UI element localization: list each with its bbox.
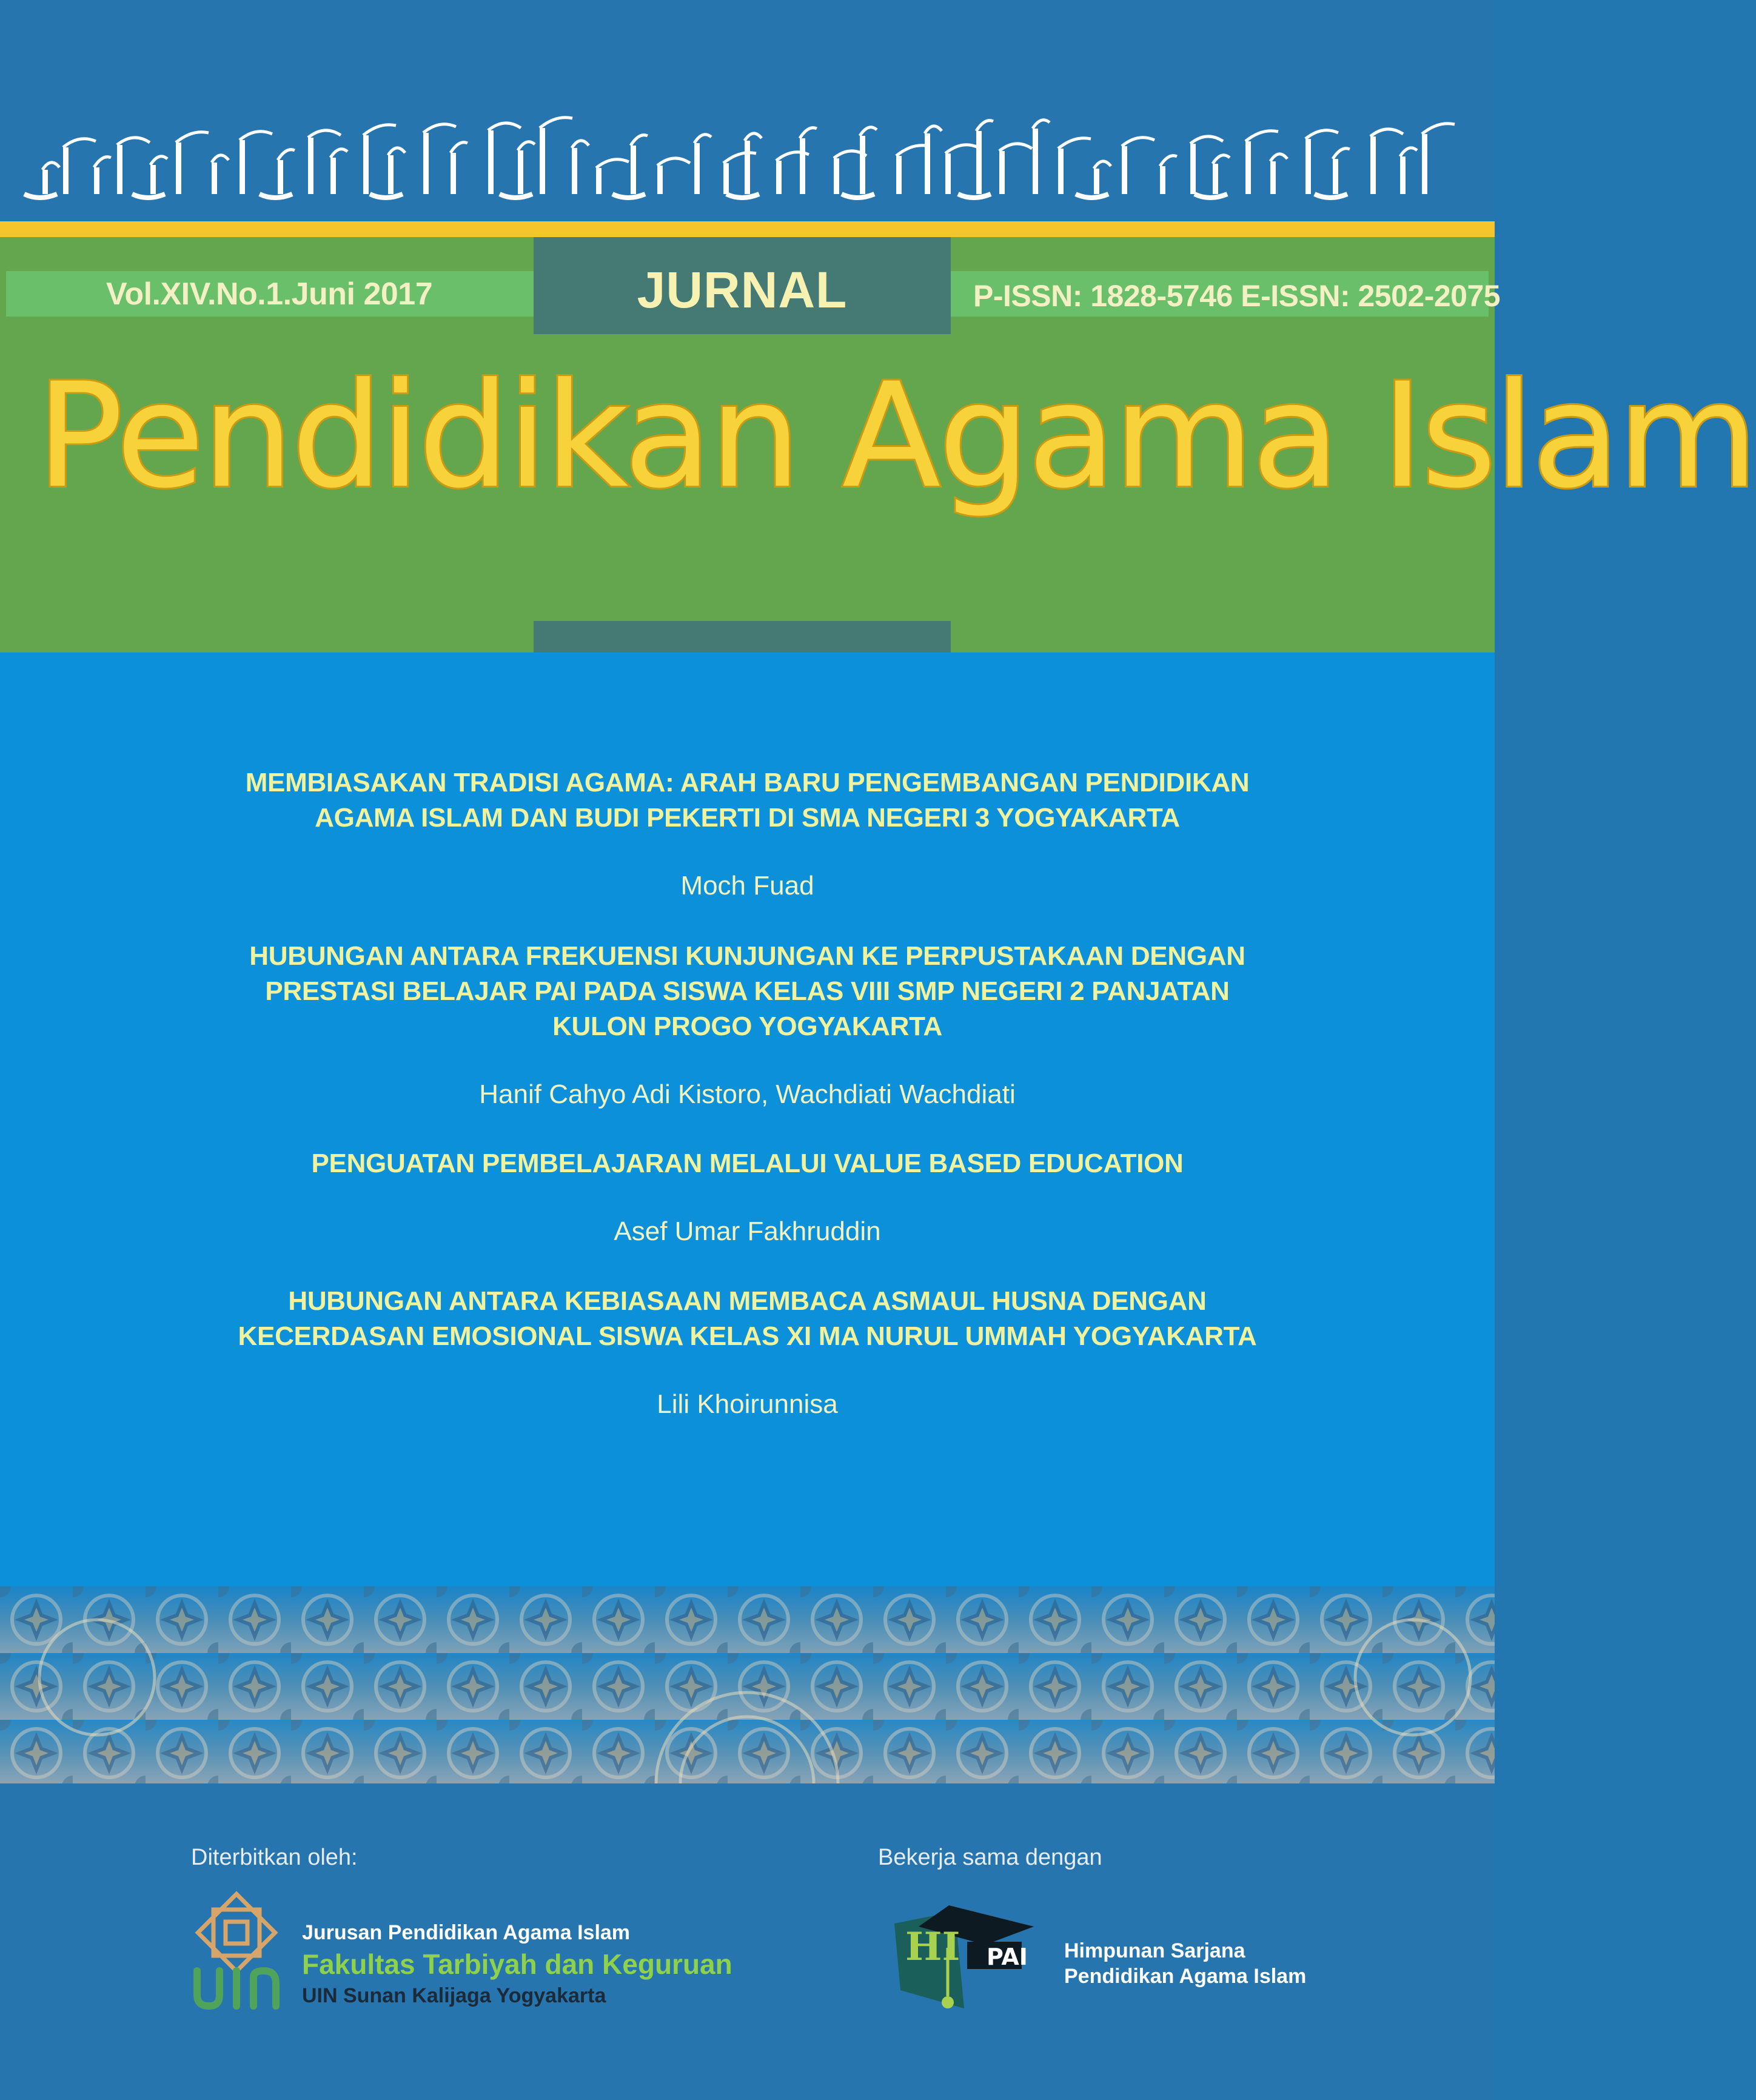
calligraphy-stroke — [596, 168, 602, 194]
calligraphy-flourish — [488, 123, 521, 130]
calligraphy-stroke — [723, 163, 729, 194]
calligraphy-flourish — [1190, 136, 1223, 144]
calligraphy-stroke — [308, 138, 313, 194]
publisher-department: Jurusan Pendidikan Agama Islam — [302, 1921, 631, 1944]
article-title-line: KECERDASAN EMOSIONAL SISWA KELAS XI MA NURUL UMMAH YOGYAKARTA — [238, 1321, 1257, 1351]
calligraphy-flourish — [330, 149, 347, 158]
calligraphy-flourish — [945, 145, 978, 153]
calligraphy-flourish — [63, 139, 96, 147]
calligraphy-baseline — [1195, 194, 1227, 198]
calligraphy-baseline — [370, 194, 403, 198]
article-title-line: HUBUNGAN ANTARA KEBIASAAN MEMBACA ASMAUL HUSNA DENGAN — [288, 1286, 1207, 1316]
calligraphy-flourish — [999, 144, 1032, 151]
calligraphy-stroke — [540, 128, 545, 194]
jurnal-label: JURNAL — [637, 261, 848, 318]
teal-tab — [534, 621, 951, 652]
calligraphy-flourish — [518, 142, 535, 150]
calligraphy-flourish — [1033, 120, 1050, 129]
calligraphy-stroke — [388, 155, 394, 194]
calligraphy-stroke — [925, 133, 930, 194]
calligraphy-flourish — [657, 158, 690, 166]
calligraphy-flourish — [176, 132, 209, 143]
partner-name-line2: Pendidikan Agama Islam — [1064, 1965, 1307, 1988]
calligraphy-flourish — [94, 157, 111, 167]
calligraphy-flourish — [451, 143, 467, 153]
calligraphy-flourish — [596, 159, 629, 168]
article-author: Hanif Cahyo Adi Kistoro, Wachdiati Wachdiati — [479, 1079, 1016, 1109]
gold-stripe — [0, 221, 1495, 237]
calligraphy-stroke — [1270, 161, 1276, 194]
partner-name-line1: Himpunan Sarjana — [1064, 1939, 1245, 1962]
calligraphy-baseline — [1076, 194, 1108, 198]
calligraphy-baseline — [24, 194, 57, 198]
calligraphy-stroke — [330, 158, 336, 194]
calligraphy-flourish — [976, 121, 993, 131]
article-title — [182, 939, 1313, 1044]
calligraphy-stroke — [451, 153, 456, 194]
calligraphy-stroke — [117, 145, 122, 194]
calligraphy-stroke — [999, 151, 1005, 194]
calligraphy-stroke — [834, 158, 839, 194]
calligraphy-stroke — [631, 146, 636, 194]
calligraphy-flourish — [1160, 156, 1177, 166]
arabic-calligraphy-ornament — [36, 103, 1455, 200]
article-4 — [182, 1284, 1313, 1422]
calligraphy-flourish — [388, 148, 405, 155]
calligraphy-stroke — [1122, 146, 1127, 194]
calligraphy-stroke — [1160, 166, 1165, 194]
calligraphy-flourish — [42, 163, 59, 170]
calligraphy-flourish — [423, 124, 456, 133]
article-title-line: AGAMA ISLAM DAN BUDI PEKERTI DI SMA NEGERI 3 YOGYAKARTA — [315, 803, 1180, 833]
calligraphy-baseline — [132, 194, 165, 198]
mosaic-pattern-image — [0, 1586, 1495, 1783]
article-2 — [182, 939, 1313, 1112]
svg-text:PAI: PAI — [987, 1944, 1028, 1970]
article-title-line: HUBUNGAN ANTARA FREKUENSI KUNJUNGAN KE PERPUSTAKAAN DENGAN — [249, 941, 1245, 971]
calligraphy-stroke — [278, 160, 283, 194]
calligraphy-flourish — [1122, 138, 1154, 146]
calligraphy-stroke — [518, 150, 523, 194]
article-1 — [182, 765, 1313, 904]
calligraphy-baseline — [958, 194, 991, 198]
article-author: Lili Khoirunnisa — [657, 1389, 838, 1419]
calligraphy-stroke — [1094, 169, 1099, 194]
calligraphy-flourish — [1422, 124, 1455, 134]
calligraphy-stroke — [150, 165, 156, 194]
calligraphy-flourish — [1270, 154, 1287, 161]
article-author: Asef Umar Fakhruddin — [614, 1216, 881, 1246]
calligraphy-stroke — [896, 156, 902, 194]
calligraphy-flourish — [1213, 155, 1230, 164]
calligraphy-stroke — [176, 143, 181, 194]
calligraphy-stroke — [363, 135, 369, 194]
article-title-line: MEMBIASAKAN TRADISI AGAMA: ARAH BARU PENGEMBANGAN PENDIDIKAN — [245, 768, 1250, 797]
calligraphy-stroke — [63, 147, 69, 194]
calligraphy-flourish — [240, 132, 272, 140]
hisp-logo — [882, 1899, 1064, 2014]
calligraphy-stroke — [976, 131, 982, 194]
calligraphy-baseline — [842, 194, 874, 198]
calligraphy-stroke — [1400, 156, 1406, 194]
article-title-line: PRESTASI BELAJAR PAI PADA SISWA KELAS VIII SMP NEGERI 2 PANJATAN — [265, 976, 1230, 1006]
svg-text:HI: HI — [905, 1924, 960, 1970]
article-title-line: KULON PROGO YOGYAKARTA — [552, 1011, 942, 1041]
calligraphy-stroke — [1058, 149, 1064, 194]
calligraphy-flourish — [1094, 161, 1111, 169]
calligraphy-baseline — [726, 194, 759, 198]
calligraphy-flourish — [212, 155, 229, 163]
journal-title: Pendidikan Agama Islam — [36, 352, 1756, 520]
calligraphy-flourish — [150, 156, 167, 165]
calligraphy-flourish — [308, 130, 341, 138]
calligraphy-flourish — [694, 135, 711, 143]
calligraphy-stroke — [800, 138, 805, 194]
calligraphy-flourish — [896, 146, 929, 156]
calligraphy-stroke — [657, 166, 663, 194]
calligraphy-stroke — [423, 133, 429, 194]
calligraphy-flourish — [1333, 149, 1350, 159]
calligraphy-stroke — [42, 170, 48, 194]
calligraphy-stroke — [1333, 159, 1338, 194]
calligraphy-stroke — [1033, 129, 1038, 194]
calligraphy-flourish — [860, 127, 877, 136]
calligraphy-flourish — [117, 138, 150, 145]
calligraphy-flourish — [723, 153, 756, 163]
article-title — [182, 765, 1313, 836]
calligraphy-stroke — [94, 167, 99, 194]
calligraphy-stroke — [694, 143, 700, 194]
calligraphy-flourish — [363, 125, 396, 135]
collaboration-label: Bekerja sama dengan — [878, 1845, 1102, 1870]
calligraphy-stroke — [745, 141, 750, 194]
calligraphy-stroke — [1305, 139, 1311, 194]
calligraphy-baseline — [612, 194, 645, 198]
calligraphy-flourish — [572, 141, 589, 148]
calligraphy-stroke — [776, 161, 782, 194]
uin-logo — [188, 1898, 285, 2013]
article-author: Moch Fuad — [680, 871, 814, 901]
volume-info: Vol.XIV.No.1.Juni 2017 — [106, 277, 433, 312]
calligraphy-stroke — [1370, 136, 1376, 194]
calligraphy-stroke — [1213, 164, 1218, 194]
calligraphy-flourish — [800, 128, 817, 138]
calligraphy-flourish — [1245, 131, 1278, 141]
calligraphy-flourish — [1305, 130, 1338, 139]
calligraphy-flourish — [745, 133, 762, 141]
article-title — [182, 1146, 1313, 1181]
calligraphy-stroke — [1245, 141, 1251, 194]
article-3 — [182, 1146, 1313, 1249]
calligraphy-stroke — [1422, 134, 1427, 194]
publisher-faculty: Fakultas Tarbiyah dan Keguruan — [302, 1948, 732, 1980]
calligraphy-flourish — [540, 118, 572, 128]
calligraphy-stroke — [212, 163, 217, 194]
calligraphy-flourish — [278, 150, 295, 160]
publisher-university: UIN Sunan Kalijaga Yogyakarta — [302, 1984, 606, 2007]
calligraphy-flourish — [925, 126, 942, 133]
calligraphy-flourish — [631, 135, 648, 146]
published-by-label: Diterbitkan oleh: — [191, 1845, 358, 1870]
calligraphy-stroke — [488, 130, 494, 194]
calligraphy-flourish — [1400, 148, 1417, 156]
calligraphy-stroke — [1190, 144, 1196, 194]
calligraphy-baseline — [260, 194, 292, 198]
calligraphy-stroke — [945, 153, 951, 194]
calligraphy-flourish — [1370, 129, 1403, 136]
calligraphy-flourish — [1058, 138, 1091, 149]
article-title — [182, 1284, 1313, 1354]
calligraphy-stroke — [240, 140, 245, 194]
article-title-line: PENGUATAN PEMBELAJARAN MELALUI VALUE BASED EDUCATION — [311, 1149, 1184, 1178]
calligraphy-baseline — [500, 194, 532, 198]
calligraphy-stroke — [860, 136, 865, 194]
calligraphy-stroke — [572, 148, 577, 194]
calligraphy-baseline — [1315, 194, 1347, 198]
issn-info: P-ISSN: 1828-5746 E-ISSN: 2502-2075 — [973, 279, 1501, 313]
